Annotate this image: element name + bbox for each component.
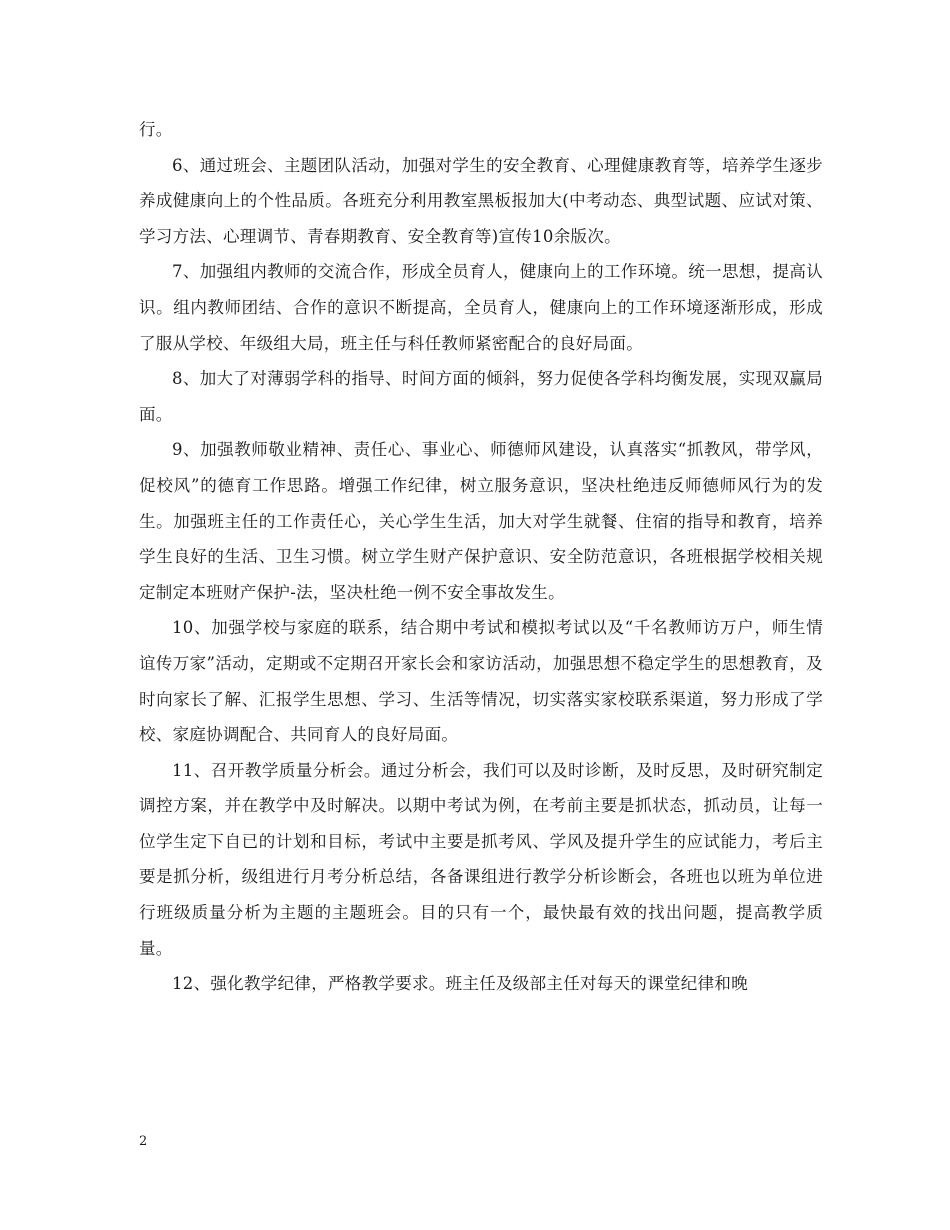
- document-body: [139, 112, 823, 1002]
- paragraph-continuation: 行。: [139, 120, 173, 139]
- paragraph-item-6: 6、通过班会、主题团队活动，加强对学生的安全教育、心理健康教育等，培养学生逐步养成健康向上的个性品质。各班充分利用教室黑板报加大(中考动态、典型试题、应试对策、学习方法、心理调节、青春期教育、安全教育等)宣传10余版次。: [139, 155, 823, 246]
- paragraph-item-8: 8、加大了对薄弱学科的指导、时间方面的倾斜，努力促使各学科均衡发展，实现双赢局面。: [139, 369, 823, 424]
- paragraph-item-11: 11、召开教学质量分析会。通过分析会，我们可以及时诊断，及时反思，及时研究制定调控方案，并在教学中及时解决。以期中考试为例，在考前主要是抓状态，抓动员，让每一位学生定下自已的计划和目标，考试中主要是抓考风、学风及提升学生的应试能力，考后主要是抓分析，级组进行月考分析总结，各备课组进行教学分析诊断会，各班也以班为单位进行班级质量分析为主题的主题班会。目的只有一个，最快最有效的找出问题，提高教学质量。: [139, 760, 823, 958]
- page-number: 2: [139, 1134, 148, 1149]
- paragraph-item-9: 9、加强教师敬业精神、责任心、事业心、师德师风建设，认真落实“抓教风，带学风，促校风”的德育工作思路。增强工作纪律，树立服务意识，坚决杜绝违反师德师风行为的发生。加强班主任的工作责任心，关心学生生活，加大对学生就餐、住宿的指导和教育，培养学生良好的生活、卫生习惯。树立学生财产保护意识、安全防范意识，各班根据学校相关规定制定本班财产保护-法，坚决杜绝一例不安全事故发生。: [139, 440, 823, 602]
- paragraph-item-7: 7、加强组内教师的交流合作，形成全员育人，健康向上的工作环境。统一思想，提高认识。组内教师团结、合作的意识不断提高，全员育人，健康向上的工作环境逐渐形成，形成了服从学校、年级组大局，班主任与科任教师紧密配合的良好局面。: [139, 262, 823, 353]
- paragraph-item-10: 10、加强学校与家庭的联系，结合期中考试和模拟考试以及“千名教师访万户，师生情谊传万家”活动，定期或不定期召开家长会和家访活动，加强思想不稳定学生的思想教育，及时向家长了解、汇报学生思想、学习、生活等情况，切实落实家校联系渠道，努力形成了学校、家庭协调配合、共同育人的良好局面。: [139, 618, 823, 745]
- paragraph-item-12: 12、强化教学纪律，严格教学要求。班主任及级部主任对每天的课堂纪律和晚: [172, 974, 748, 994]
